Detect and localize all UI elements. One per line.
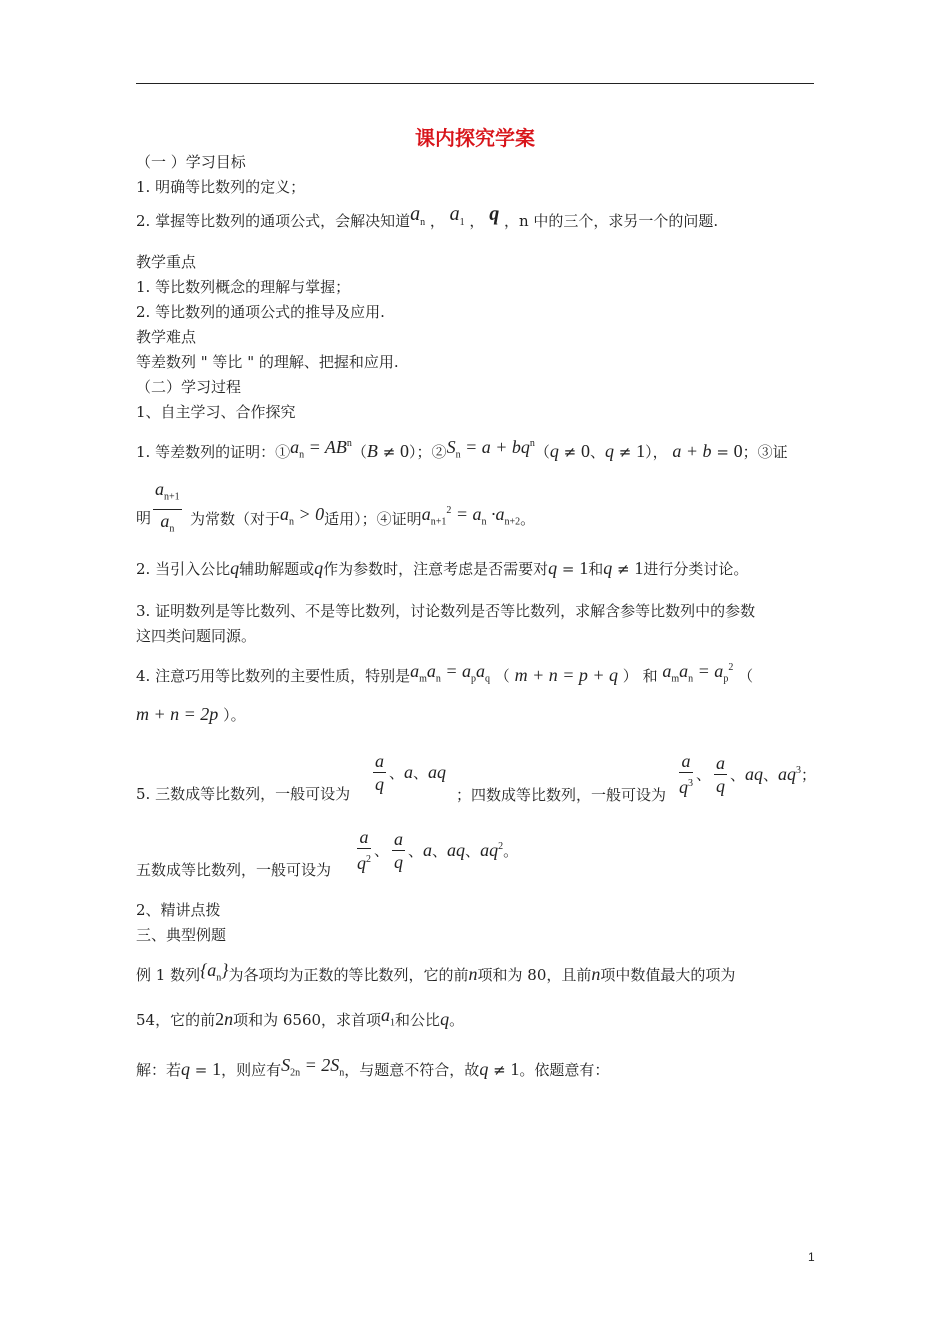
point-2: 2. 当引入公比q辅助解题或q作为参数时，注意考虑是否需要对q = 1和q ≠ 1进行分类讨论。 [136, 558, 749, 578]
point-5-four-terms: $\frac{a}{q^3}$ 、 $\frac{a}{q}$ 、aq、$aq^3$； [679, 751, 817, 797]
point-5-line-2: 五数成等比数列，一般可设为 [136, 861, 332, 879]
section-goals: （一 ）学习目标 [136, 153, 246, 171]
key-point-2: 2. 等比数列的通项公式的推导及应用. [136, 303, 385, 321]
key-points-heading: 教学重点 [136, 253, 197, 271]
point-4: 4. 注意巧用等比数列的主要性质，特别是$a_ma_n = a_pa_q$ （ m + n = p + q ） 和 $a_ma_n = a_p^2$ （ [136, 661, 754, 685]
difficulty-heading: 教学难点 [136, 328, 197, 346]
goal-1: 1. 明确等比数列的定义； [136, 178, 306, 196]
difficulty-1: 等差数列 " 等比 " 的理解、把握和应用. [136, 353, 399, 371]
key-point-1: 1. 等比数列概念的理解与掌握； [136, 278, 351, 296]
point-4-cont: m + n = 2p ）。 [136, 704, 246, 724]
section-process: （二）学习过程 [136, 378, 242, 396]
goal-2: 2. 掌握等比数列的通项公式，会解决知道$a_n$ ， $a_1$ ， q ，n 中的三个，求另一个的问题. [136, 203, 719, 230]
point-5-five-terms: $\frac{a}{q^2}$ 、 $\frac{a}{q}$ 、a、aq、$aq^2$。 [357, 827, 519, 873]
header-rule [136, 83, 814, 84]
example-1-line-2: 54，它的前2n项和为 6560，求首项$a_1$和公比q。 [136, 1005, 465, 1029]
point-1-tail: 为常数（对于$a_n > 0$适用）；④证明$a_{n+1}^2 = a_n \cdot a_{n+2}$。 [190, 504, 536, 528]
point-1: 1. 等差数列的证明：$①a_n = AB^n(B \ne 0)$；$②S_n = a + bq^n(q \ne 0$、q ≠ 1）， a + b = 0；③证 [136, 437, 788, 461]
point-5-line-1: 5. 三数成等比数列，一般可设为 [136, 785, 351, 803]
point-3-line-1: 3. 证明数列是等比数列、不是等比数列，讨论数列是否等比数列，求解含参等比数列中的参数 [136, 602, 756, 620]
ratio-fraction: $\frac{a_{n+1}}{a_n}$ [155, 479, 180, 535]
point-3-line-2: 这四类问题同源。 [136, 627, 257, 645]
point-5-four-intro: ；四数成等比数列，一般可设为 [456, 786, 667, 804]
page-number: 1 [808, 1250, 815, 1264]
solution-line: 解：若q = 1，则应有$S_{2n} = 2S_n$，与题意不符合，故q ≠ 1。依题意有： [136, 1055, 610, 1079]
point-1-cont: 明 [136, 509, 152, 527]
point-5-three-terms: $\frac{a}{q}$ 、a、aq [375, 751, 447, 794]
example-1-line-1: 例 1 数列$\{a_n\}$为各项均为正数的等比数列，它的前n项和为 80，且前n项中数值最大的项为 [136, 960, 736, 984]
section-examples: 三、典型例题 [136, 926, 227, 944]
page-title: 课内探究学案 [415, 126, 535, 150]
subsection-self-study: 1、自主学习、合作探究 [136, 403, 296, 421]
section-lecture: 2、精讲点拨 [136, 901, 221, 919]
